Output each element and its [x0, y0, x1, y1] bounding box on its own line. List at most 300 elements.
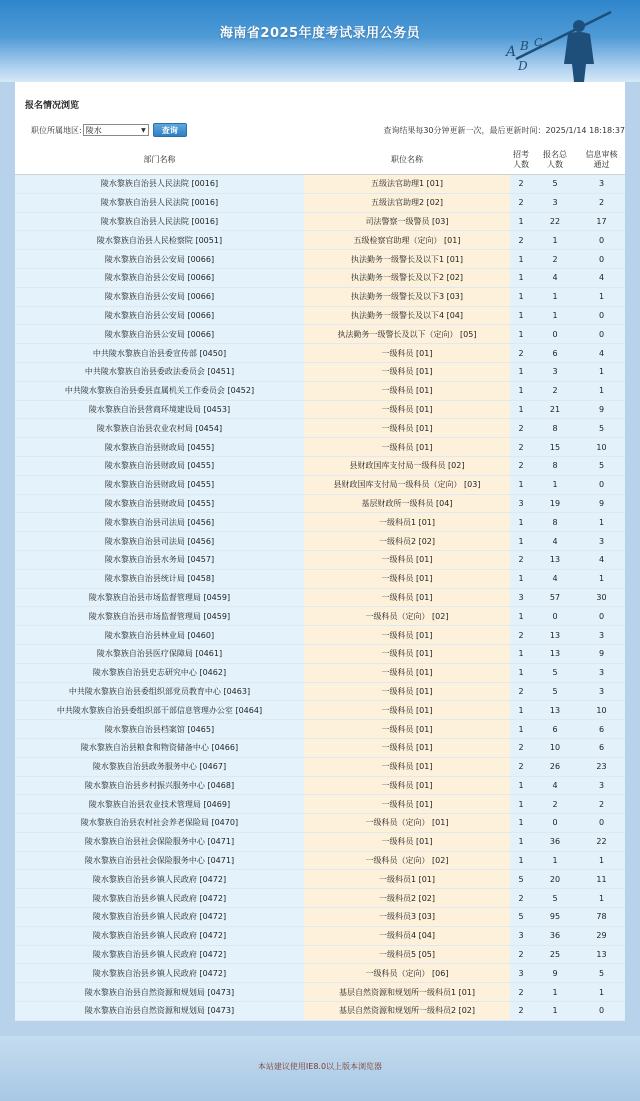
cell-applied: 3	[532, 193, 578, 212]
table-row	[15, 456, 625, 475]
cell-dept: 陵水黎族自治县乡镇人民政府 [0472]	[15, 926, 304, 945]
table-row	[15, 344, 625, 363]
table-row	[15, 569, 625, 588]
cell-recruit: 1	[510, 532, 532, 551]
cell-position: 一级科员 [01]	[304, 381, 510, 400]
cell-position: 一级科员 [01]	[304, 757, 510, 776]
cell-applied: 5	[532, 663, 578, 682]
cell-dept: 陵水黎族自治县林业局 [0460]	[15, 626, 304, 645]
cell-passed: 6	[578, 738, 625, 757]
cell-position: 基层自然资源和规划所一级科员1 [01]	[304, 983, 510, 1002]
cell-recruit: 2	[510, 175, 532, 194]
table-row	[15, 926, 625, 945]
cell-recruit: 3	[510, 964, 532, 983]
cell-dept: 陵水黎族自治县司法局 [0456]	[15, 513, 304, 532]
cell-dept: 中共陵水黎族自治县委政法委员会 [0451]	[15, 362, 304, 381]
cell-recruit: 1	[510, 776, 532, 795]
cell-dept: 陵水黎族自治县社会保险服务中心 [0471]	[15, 851, 304, 870]
cell-recruit: 1	[510, 851, 532, 870]
cell-applied: 5	[532, 175, 578, 194]
table-row	[15, 475, 625, 494]
table-header-row	[15, 146, 625, 175]
table-row	[15, 212, 625, 231]
cell-applied: 1	[532, 475, 578, 494]
cell-passed: 9	[578, 400, 625, 419]
cell-applied: 9	[532, 964, 578, 983]
cell-dept: 陵水黎族自治县财政局 [0455]	[15, 456, 304, 475]
cell-recruit: 2	[510, 682, 532, 701]
header-applied-line1: 报名总	[543, 150, 567, 159]
cell-applied: 4	[532, 776, 578, 795]
cell-recruit: 3	[510, 494, 532, 513]
cell-dept: 陵水黎族自治县农业农村局 [0454]	[15, 419, 304, 438]
cell-position: 一级科员（定向） [02]	[304, 607, 510, 626]
cell-dept: 陵水黎族自治县乡村振兴服务中心 [0468]	[15, 776, 304, 795]
page-header	[0, 0, 640, 82]
table-row	[15, 757, 625, 776]
cell-dept: 中共陵水黎族自治县委组织部党员教育中心 [0463]	[15, 682, 304, 701]
registration-table	[15, 146, 625, 1021]
cell-passed: 0	[578, 1002, 625, 1021]
cell-passed: 1	[578, 569, 625, 588]
cell-recruit: 1	[510, 832, 532, 851]
svg-text:D: D	[518, 59, 528, 73]
cell-position: 五级法官助理2 [02]	[304, 193, 510, 212]
cell-passed: 10	[578, 701, 625, 720]
cell-dept: 陵水黎族自治县粮食和物资储备中心 [0466]	[15, 738, 304, 757]
cell-dept: 中共陵水黎族自治县委县直属机关工作委员会 [0452]	[15, 381, 304, 400]
header-position: 职位名称	[304, 146, 510, 175]
cell-recruit: 2	[510, 889, 532, 908]
cell-passed: 11	[578, 870, 625, 889]
header-passed	[578, 146, 625, 175]
table-row	[15, 870, 625, 889]
cell-recruit: 1	[510, 362, 532, 381]
cell-passed: 1	[578, 287, 625, 306]
table-row	[15, 851, 625, 870]
cell-passed: 0	[578, 250, 625, 269]
cell-passed: 10	[578, 438, 625, 457]
cell-applied: 8	[532, 419, 578, 438]
cell-recruit: 1	[510, 720, 532, 739]
cell-dept: 陵水黎族自治县自然资源和规划局 [0473]	[15, 983, 304, 1002]
cell-recruit: 2	[510, 983, 532, 1002]
cell-passed: 0	[578, 325, 625, 344]
cell-applied: 0	[532, 814, 578, 833]
cell-dept: 陵水黎族自治县司法局 [0456]	[15, 532, 304, 551]
cell-applied: 95	[532, 908, 578, 927]
cell-recruit: 1	[510, 513, 532, 532]
cell-applied: 6	[532, 720, 578, 739]
cell-recruit: 2	[510, 738, 532, 757]
header-figure-icon	[476, 4, 626, 82]
cell-passed: 0	[578, 814, 625, 833]
table-row	[15, 720, 625, 739]
cell-recruit: 2	[510, 945, 532, 964]
cell-recruit: 3	[510, 588, 532, 607]
cell-recruit: 1	[510, 325, 532, 344]
cell-dept: 陵水黎族自治县乡镇人民政府 [0472]	[15, 964, 304, 983]
cell-applied: 2	[532, 381, 578, 400]
cell-passed: 3	[578, 175, 625, 194]
table-row	[15, 626, 625, 645]
section-title: 报名情况浏览	[25, 101, 80, 111]
cell-passed: 1	[578, 983, 625, 1002]
cell-recruit: 5	[510, 908, 532, 927]
cell-dept: 陵水黎族自治县农村社会养老保险局 [0470]	[15, 814, 304, 833]
cell-recruit: 1	[510, 569, 532, 588]
cell-passed: 3	[578, 776, 625, 795]
header-applied-line2: 人数	[547, 160, 563, 169]
table-row	[15, 776, 625, 795]
cell-position: 一级科员 [01]	[304, 795, 510, 814]
cell-applied: 4	[532, 569, 578, 588]
table-row	[15, 814, 625, 833]
table-row	[15, 1002, 625, 1021]
cell-dept: 陵水黎族自治县乡镇人民政府 [0472]	[15, 889, 304, 908]
cell-position: 一级科员 [01]	[304, 588, 510, 607]
cell-passed: 4	[578, 268, 625, 287]
svg-text:A: A	[506, 44, 517, 60]
cell-recruit: 2	[510, 757, 532, 776]
cell-applied: 8	[532, 513, 578, 532]
cell-dept: 中共陵水黎族自治县委宣传部 [0450]	[15, 344, 304, 363]
cell-position: 一级科员2 [02]	[304, 889, 510, 908]
cell-position: 一级科员 [01]	[304, 344, 510, 363]
table-row	[15, 832, 625, 851]
cell-applied: 57	[532, 588, 578, 607]
cell-passed: 2	[578, 193, 625, 212]
cell-recruit: 2	[510, 456, 532, 475]
cell-recruit: 1	[510, 701, 532, 720]
cell-passed: 1	[578, 362, 625, 381]
cell-passed: 5	[578, 419, 625, 438]
cell-passed: 3	[578, 663, 625, 682]
cell-recruit: 2	[510, 231, 532, 250]
cell-applied: 13	[532, 626, 578, 645]
cell-dept: 陵水黎族自治县乡镇人民政府 [0472]	[15, 870, 304, 889]
cell-dept: 陵水黎族自治县财政局 [0455]	[15, 475, 304, 494]
cell-dept: 陵水黎族自治县公安局 [0066]	[15, 306, 304, 325]
cell-dept: 陵水黎族自治县乡镇人民政府 [0472]	[15, 908, 304, 927]
cell-dept: 陵水黎族自治县人民法院 [0016]	[15, 212, 304, 231]
cell-applied: 36	[532, 832, 578, 851]
main-content	[15, 82, 625, 1020]
cell-dept: 陵水黎族自治县档案馆 [0465]	[15, 720, 304, 739]
cell-passed: 23	[578, 757, 625, 776]
cell-dept: 陵水黎族自治县统计局 [0458]	[15, 569, 304, 588]
cell-position: 一级科员 [01]	[304, 776, 510, 795]
cell-position: 县财政国库支付局一级科员 [02]	[304, 456, 510, 475]
cell-passed: 30	[578, 588, 625, 607]
cell-position: 一级科员（定向） [01]	[304, 814, 510, 833]
table-row	[15, 193, 625, 212]
table-row	[15, 607, 625, 626]
cell-recruit: 1	[510, 212, 532, 231]
cell-position: 五级检察官助理（定向） [01]	[304, 231, 510, 250]
cell-dept: 中共陵水黎族自治县委组织部干部信息管理办公室 [0464]	[15, 701, 304, 720]
table-row	[15, 908, 625, 927]
table-row	[15, 889, 625, 908]
cell-position: 五级法官助理1 [01]	[304, 175, 510, 194]
cell-applied: 2	[532, 250, 578, 269]
cell-recruit: 1	[510, 607, 532, 626]
cell-dept: 陵水黎族自治县营商环境建设局 [0453]	[15, 400, 304, 419]
table-row	[15, 175, 625, 194]
cell-dept: 陵水黎族自治县社会保险服务中心 [0471]	[15, 832, 304, 851]
cell-applied: 13	[532, 644, 578, 663]
cell-recruit: 1	[510, 268, 532, 287]
cell-applied: 1	[532, 306, 578, 325]
header-dept: 部门名称	[15, 146, 304, 175]
cell-recruit: 3	[510, 926, 532, 945]
cell-recruit: 1	[510, 250, 532, 269]
cell-passed: 6	[578, 720, 625, 739]
table-row	[15, 287, 625, 306]
filter-bar	[31, 123, 187, 137]
svg-text:C: C	[534, 36, 543, 49]
table-row	[15, 250, 625, 269]
table-row	[15, 306, 625, 325]
cell-recruit: 1	[510, 287, 532, 306]
header-applied	[532, 146, 578, 175]
chevron-down-icon: ▼	[141, 126, 146, 134]
header-recruit-line2: 人数	[513, 160, 529, 169]
cell-applied: 6	[532, 344, 578, 363]
cell-dept: 陵水黎族自治县人民法院 [0016]	[15, 193, 304, 212]
cell-passed: 1	[578, 851, 625, 870]
cell-passed: 5	[578, 964, 625, 983]
cell-passed: 9	[578, 644, 625, 663]
cell-passed: 1	[578, 513, 625, 532]
cell-position: 一级科员1 [01]	[304, 513, 510, 532]
cell-recruit: 2	[510, 626, 532, 645]
cell-passed: 17	[578, 212, 625, 231]
cell-applied: 4	[532, 268, 578, 287]
cell-position: 执法勤务一级警长及以下3 [03]	[304, 287, 510, 306]
cell-dept: 陵水黎族自治县公安局 [0066]	[15, 287, 304, 306]
cell-applied: 1	[532, 1002, 578, 1021]
cell-applied: 1	[532, 851, 578, 870]
cell-dept: 陵水黎族自治县财政局 [0455]	[15, 438, 304, 457]
table-row	[15, 701, 625, 720]
cell-position: 一级科员 [01]	[304, 701, 510, 720]
cell-passed: 1	[578, 889, 625, 908]
cell-applied: 22	[532, 212, 578, 231]
cell-applied: 1	[532, 983, 578, 1002]
cell-position: 一级科员 [01]	[304, 362, 510, 381]
cell-passed: 0	[578, 306, 625, 325]
cell-recruit: 1	[510, 663, 532, 682]
cell-recruit: 1	[510, 814, 532, 833]
cell-recruit: 2	[510, 193, 532, 212]
cell-applied: 19	[532, 494, 578, 513]
cell-position: 一级科员 [01]	[304, 832, 510, 851]
cell-position: 一级科员 [01]	[304, 738, 510, 757]
page-footer	[0, 1036, 640, 1101]
cell-position: 一级科员 [01]	[304, 626, 510, 645]
cell-position: 一级科员4 [04]	[304, 926, 510, 945]
cell-position: 一级科员 [01]	[304, 550, 510, 569]
cell-passed: 3	[578, 532, 625, 551]
cell-recruit: 5	[510, 870, 532, 889]
cell-dept: 陵水黎族自治县医疗保障局 [0461]	[15, 644, 304, 663]
cell-dept: 陵水黎族自治县政务服务中心 [0467]	[15, 757, 304, 776]
cell-applied: 20	[532, 870, 578, 889]
cell-position: 一级科员 [01]	[304, 419, 510, 438]
page-title: 海南省2025年度考试录用公务员	[219, 26, 421, 41]
cell-applied: 21	[532, 400, 578, 419]
cell-position: 一级科员2 [02]	[304, 532, 510, 551]
cell-recruit: 2	[510, 438, 532, 457]
cell-passed: 22	[578, 832, 625, 851]
cell-passed: 4	[578, 344, 625, 363]
cell-applied: 13	[532, 701, 578, 720]
cell-dept: 陵水黎族自治县公安局 [0066]	[15, 325, 304, 344]
cell-dept: 陵水黎族自治县公安局 [0066]	[15, 250, 304, 269]
cell-recruit: 2	[510, 419, 532, 438]
table-row	[15, 550, 625, 569]
cell-position: 执法勤务一级警长及以下1 [01]	[304, 250, 510, 269]
table-row	[15, 419, 625, 438]
cell-passed: 0	[578, 607, 625, 626]
cell-position: 一级科员1 [01]	[304, 870, 510, 889]
cell-recruit: 1	[510, 381, 532, 400]
cell-position: 执法勤务一级警长及以下（定向） [05]	[304, 325, 510, 344]
query-button[interactable]: 查询	[153, 123, 187, 137]
cell-passed: 78	[578, 908, 625, 927]
cell-position: 一级科员 [01]	[304, 569, 510, 588]
cell-applied: 25	[532, 945, 578, 964]
header-recruit-line1: 招考	[513, 150, 529, 159]
cell-dept: 陵水黎族自治县自然资源和规划局 [0473]	[15, 1002, 304, 1021]
cell-position: 一级科员 [01]	[304, 644, 510, 663]
cell-dept: 陵水黎族自治县人民法院 [0016]	[15, 175, 304, 194]
region-label: 职位所属地区:	[31, 125, 82, 135]
table-row	[15, 682, 625, 701]
cell-recruit: 2	[510, 344, 532, 363]
cell-recruit: 1	[510, 795, 532, 814]
cell-position: 一级科员5 [05]	[304, 945, 510, 964]
cell-passed: 13	[578, 945, 625, 964]
cell-position: 基层自然资源和规划所一级科员2 [02]	[304, 1002, 510, 1021]
cell-position: 一级科员 [01]	[304, 663, 510, 682]
cell-dept: 陵水黎族自治县乡镇人民政府 [0472]	[15, 945, 304, 964]
update-note: 查询结果每30分钟更新一次，最后更新时间：2025/1/14 18:18:37	[383, 126, 625, 135]
cell-dept: 陵水黎族自治县史志研究中心 [0462]	[15, 663, 304, 682]
header-passed-line2: 通过	[593, 160, 610, 169]
cell-passed: 9	[578, 494, 625, 513]
cell-dept: 陵水黎族自治县农业技术管理局 [0469]	[15, 795, 304, 814]
cell-recruit: 1	[510, 644, 532, 663]
cell-dept: 陵水黎族自治县市场监督管理局 [0459]	[15, 588, 304, 607]
cell-applied: 8	[532, 456, 578, 475]
cell-applied: 5	[532, 682, 578, 701]
table-row	[15, 362, 625, 381]
cell-position: 县财政国库支付局一级科员（定向） [03]	[304, 475, 510, 494]
svg-text:B: B	[520, 39, 529, 53]
cell-recruit: 1	[510, 306, 532, 325]
table-row	[15, 268, 625, 287]
table-row	[15, 964, 625, 983]
cell-passed: 1	[578, 381, 625, 400]
cell-applied: 15	[532, 438, 578, 457]
cell-passed: 2	[578, 795, 625, 814]
cell-dept: 陵水黎族自治县公安局 [0066]	[15, 268, 304, 287]
cell-position: 一级科员 [01]	[304, 720, 510, 739]
table-row	[15, 325, 625, 344]
cell-recruit: 2	[510, 1002, 532, 1021]
table-row	[15, 663, 625, 682]
cell-dept: 陵水黎族自治县财政局 [0455]	[15, 494, 304, 513]
table-row	[15, 438, 625, 457]
table-row	[15, 945, 625, 964]
table-row	[15, 738, 625, 757]
cell-position: 基层财政所一级科员 [04]	[304, 494, 510, 513]
browser-note: 本站建议使用IE8.0以上版本浏览器	[257, 1062, 383, 1071]
table-row	[15, 400, 625, 419]
cell-position: 一级科员（定向） [06]	[304, 964, 510, 983]
region-select[interactable]	[83, 124, 149, 136]
table-row	[15, 795, 625, 814]
cell-applied: 5	[532, 889, 578, 908]
cell-recruit: 1	[510, 475, 532, 494]
table-row	[15, 588, 625, 607]
cell-applied: 0	[532, 607, 578, 626]
region-select-value: 陵水	[85, 125, 102, 135]
table-row	[15, 983, 625, 1002]
cell-passed: 0	[578, 231, 625, 250]
cell-position: 一级科员 [01]	[304, 682, 510, 701]
cell-dept: 陵水黎族自治县水务局 [0457]	[15, 550, 304, 569]
cell-position: 执法勤务一级警长及以下2 [02]	[304, 268, 510, 287]
cell-passed: 5	[578, 456, 625, 475]
cell-dept: 陵水黎族自治县人民检察院 [0051]	[15, 231, 304, 250]
table-row	[15, 644, 625, 663]
cell-applied: 36	[532, 926, 578, 945]
cell-recruit: 2	[510, 550, 532, 569]
cell-passed: 3	[578, 626, 625, 645]
cell-applied: 1	[532, 287, 578, 306]
cell-position: 执法勤务一级警长及以下4 [04]	[304, 306, 510, 325]
cell-recruit: 1	[510, 400, 532, 419]
table-row	[15, 231, 625, 250]
header-passed-line1: 信息审核	[585, 150, 618, 159]
cell-applied: 1	[532, 231, 578, 250]
cell-position: 司法警察一级警员 [03]	[304, 212, 510, 231]
cell-applied: 2	[532, 795, 578, 814]
table-row	[15, 513, 625, 532]
cell-passed: 3	[578, 682, 625, 701]
table-row	[15, 494, 625, 513]
cell-applied: 13	[532, 550, 578, 569]
header-recruit	[510, 146, 532, 175]
cell-applied: 10	[532, 738, 578, 757]
cell-applied: 0	[532, 325, 578, 344]
cell-applied: 26	[532, 757, 578, 776]
table-row	[15, 532, 625, 551]
cell-applied: 3	[532, 362, 578, 381]
cell-passed: 0	[578, 475, 625, 494]
cell-position: 一级科员 [01]	[304, 438, 510, 457]
table-row	[15, 381, 625, 400]
cell-passed: 4	[578, 550, 625, 569]
cell-passed: 29	[578, 926, 625, 945]
cell-position: 一级科员3 [03]	[304, 908, 510, 927]
cell-applied: 4	[532, 532, 578, 551]
cell-position: 一级科员（定向） [02]	[304, 851, 510, 870]
cell-position: 一级科员 [01]	[304, 400, 510, 419]
